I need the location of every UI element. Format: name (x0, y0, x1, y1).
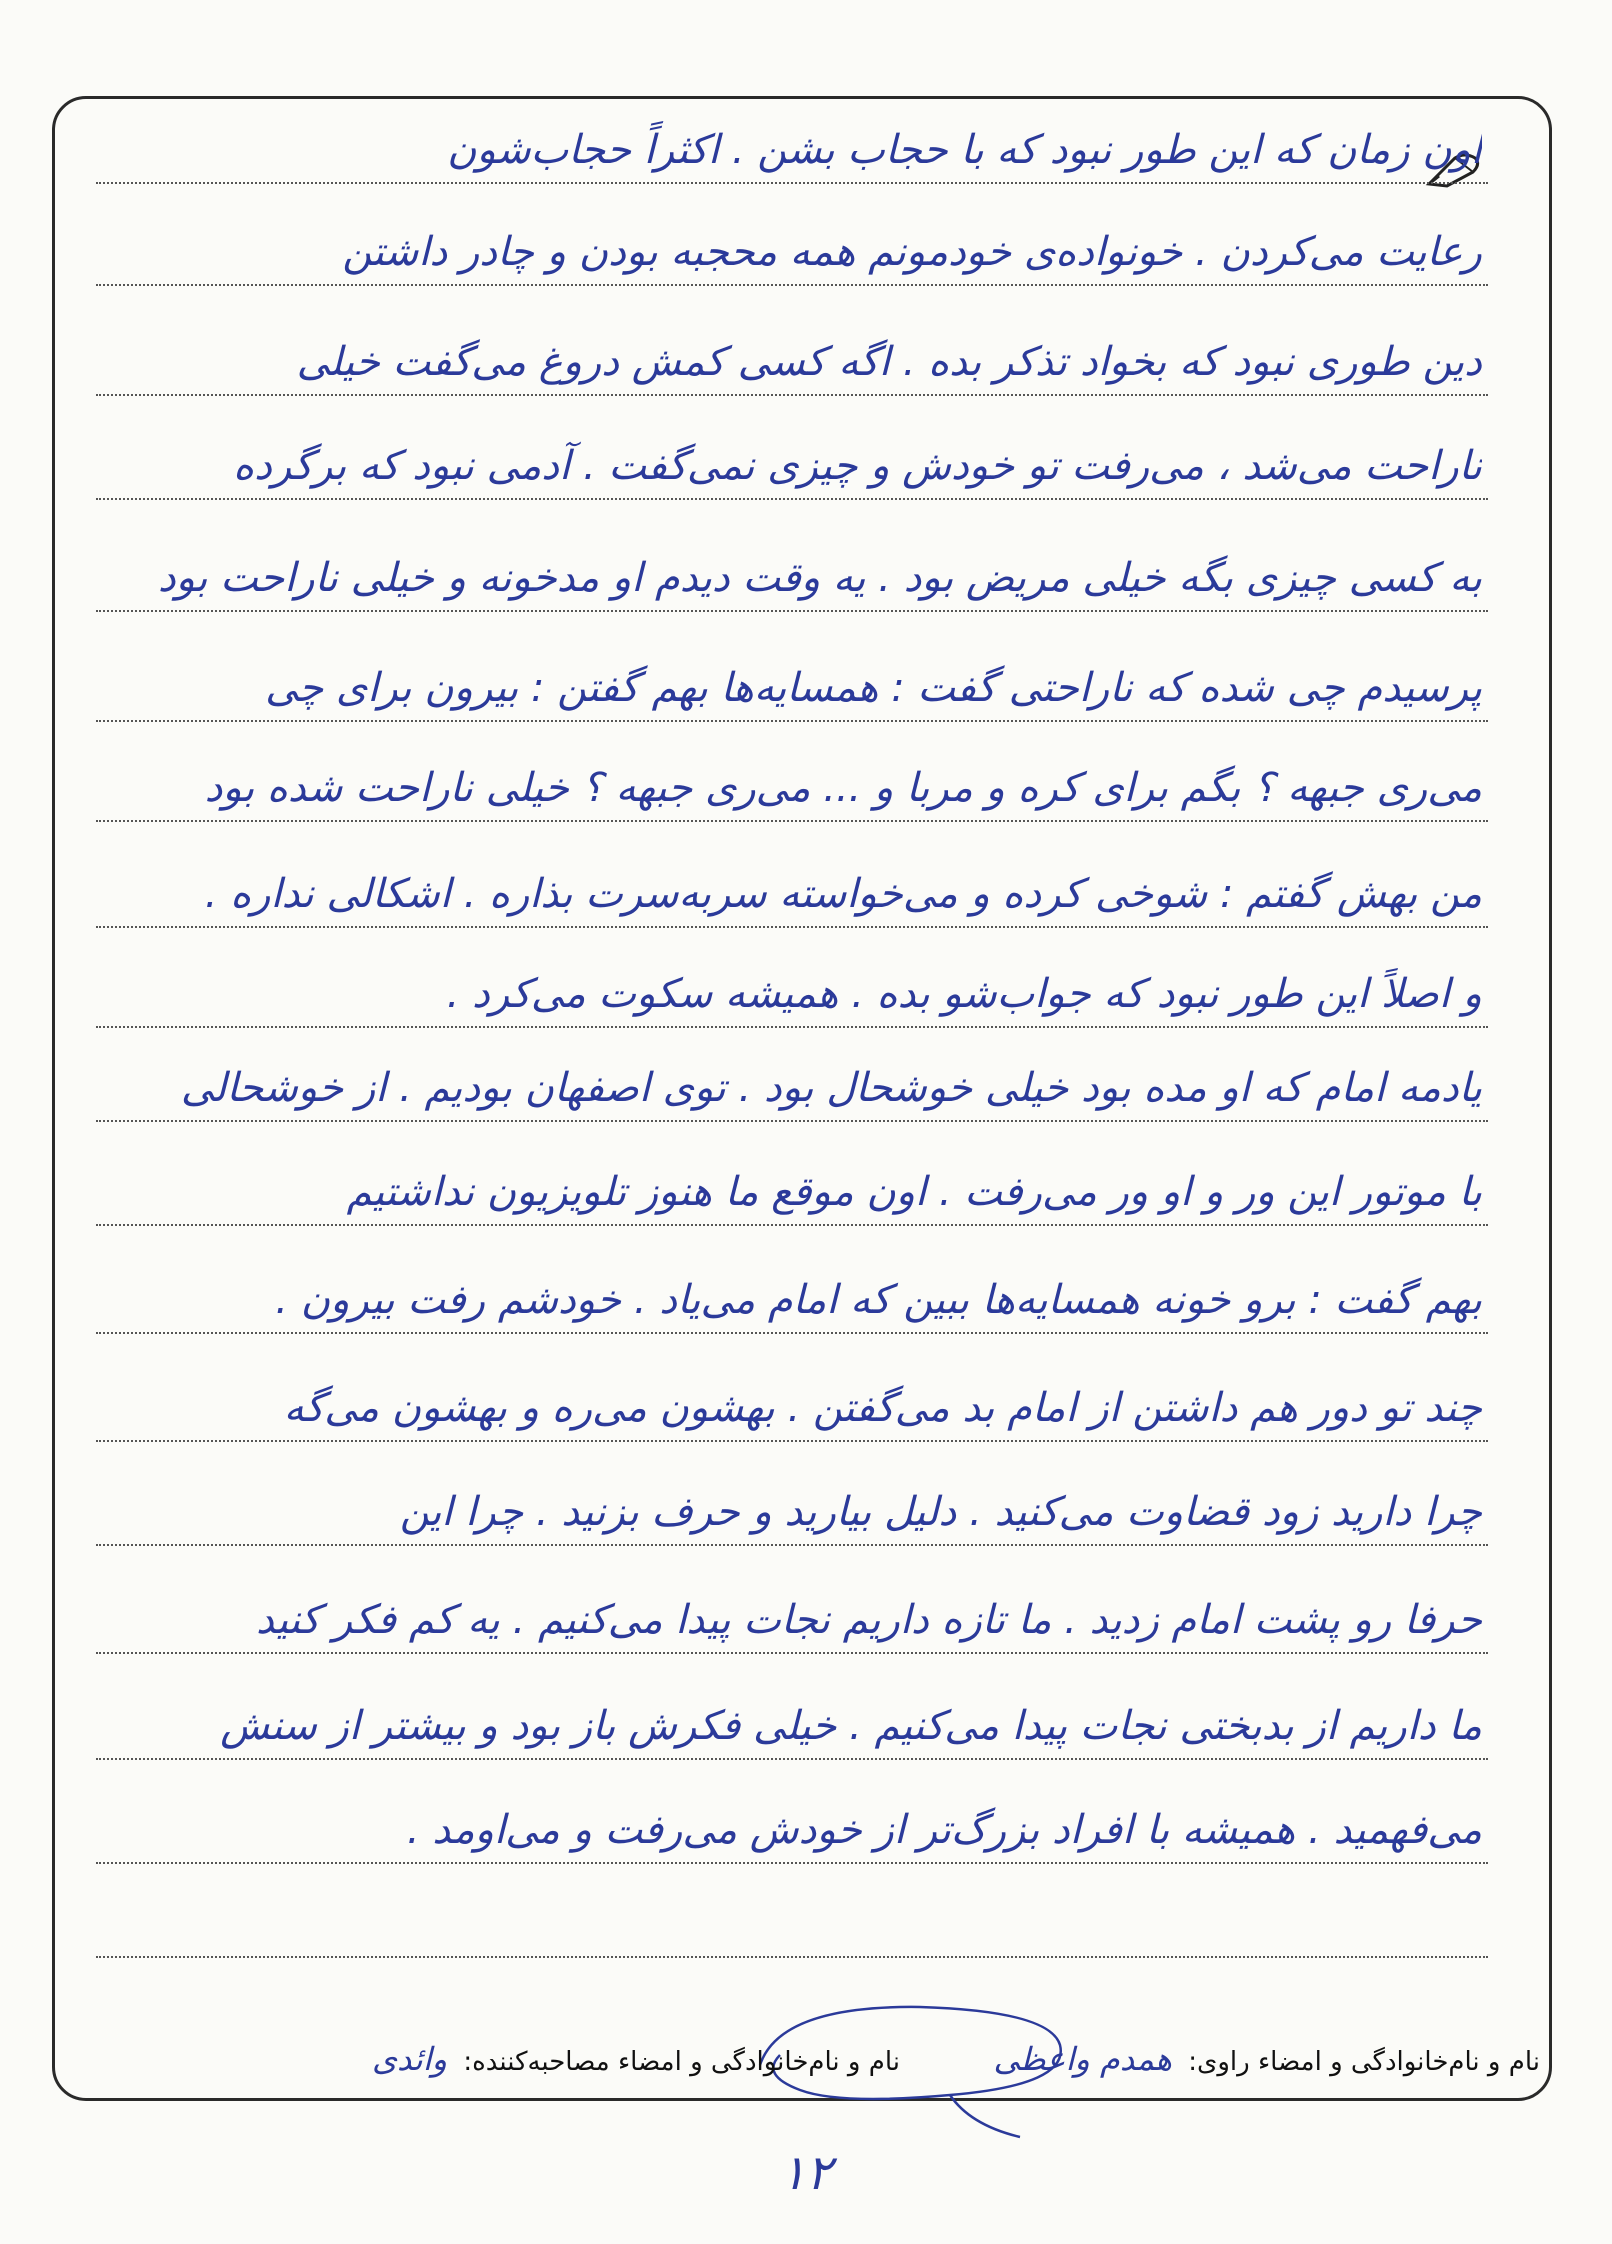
handwritten-line: چرا دارید زود قضاوت می‌کنید . دلیل بیارید و حرف بزنید . چرا این (399, 1489, 1482, 1535)
handwritten-line: چند تو دور هم داشتن از امام بد می‌گفتن . بهشون می‌ره و بهشون می‌گه (283, 1385, 1482, 1431)
ruled-line (96, 394, 1488, 396)
ruled-line (96, 1758, 1488, 1760)
narrator-label: نام و نام‌خانوادگی و امضاء راوی: (1188, 2047, 1540, 2077)
page-number: ۱۲ (780, 2145, 832, 2201)
ruled-line (96, 610, 1488, 612)
handwritten-line: می‌فهمید . همیشه با افراد بزرگ‌تر از خودش می‌رفت و می‌اومد . (406, 1807, 1482, 1853)
handwritten-line: و اصلاً این طور نبود که جواب‌شو بده . همیشه سکوت می‌کرد . (446, 971, 1482, 1017)
handwritten-line: به کسی چیزی بگه خیلی مریض بود . یه وقت دیدم او مدخونه و خیلی ناراحت بود (157, 555, 1482, 601)
ruled-line (96, 1440, 1488, 1442)
ruled-line (96, 182, 1488, 184)
handwritten-line: اون زمان که این طور نبود که با حجاب بشن . اکثراً حجاب‌شون (447, 127, 1482, 173)
ruled-line (96, 926, 1488, 928)
handwritten-line: ناراحت می‌شد ، می‌رفت تو خودش و چیزی نمی‌گفت . آدمی نبود که برگرده (233, 443, 1482, 489)
ruled-line (96, 1224, 1488, 1226)
handwritten-line: رعایت می‌کردن . خونواده‌ی خودمونم همه محجبه بودن و چادر داشتن (342, 229, 1482, 275)
handwritten-line: من بهش گفتم : شوخی کرده و می‌خواسته سربه‌سرت بذاره . اشکالی نداره . (204, 871, 1482, 917)
ruled-line (96, 1862, 1488, 1864)
handwritten-line: ما داریم از بدبختی نجات پیدا می‌کنیم . خیلی فکرش باز بود و بیشتر از سنش (220, 1703, 1482, 1749)
narrator-signature-block (993, 2040, 1540, 2078)
handwritten-line: بهم گفت : برو خونه همسایه‌ها ببین که امام می‌یاد . خودشم رفت بیرون . (275, 1277, 1482, 1323)
handwritten-line: می‌ری جبهه ؟ بگم برای کره و مربا و ... می‌ری جبهه ؟ خیلی ناراحت شده بود (204, 765, 1482, 811)
interviewer-signature-block (372, 2040, 900, 2078)
handwritten-line: یادمه امام که او مده بود خیلی خوشحال بود . توی اصفهان بودیم . از خوشحالی (180, 1065, 1482, 1111)
ruled-line (96, 498, 1488, 500)
ruled-line (96, 1026, 1488, 1028)
ruled-line (96, 1652, 1488, 1654)
handwritten-line: دین طوری نبود که بخواد تذکر بده . اگه کسی کمش دروغ می‌گفت خیلی (296, 339, 1482, 385)
ruled-line (96, 720, 1488, 722)
ruled-line (96, 1544, 1488, 1546)
ruled-line (96, 284, 1488, 286)
ruled-line (96, 1332, 1488, 1334)
ruled-line (96, 1956, 1488, 1958)
ruled-line (96, 820, 1488, 822)
narrator-signature: همدم واعظی (993, 2040, 1172, 2078)
interviewer-signature: وائدی (371, 2040, 448, 2078)
handwritten-line: با موتور این ور و او ور می‌رفت . اون موقع ما هنوز تلویزیون نداشتیم (346, 1169, 1482, 1215)
handwritten-line: پرسیدم چی شده که ناراحتی گفت : همسایه‌ها بهم گفتن : بیرون برای چی (265, 665, 1482, 711)
ruled-line (96, 1120, 1488, 1122)
handwritten-line: حرفا رو پشت امام زدید . ما تازه داریم نجات پیدا می‌کنیم . یه کم فکر کنید (255, 1597, 1482, 1643)
signature-footer (70, 2030, 1540, 2100)
interviewer-label: نام و نام‌خانوادگی و امضاء مصاحبه‌کننده: (463, 2047, 900, 2077)
